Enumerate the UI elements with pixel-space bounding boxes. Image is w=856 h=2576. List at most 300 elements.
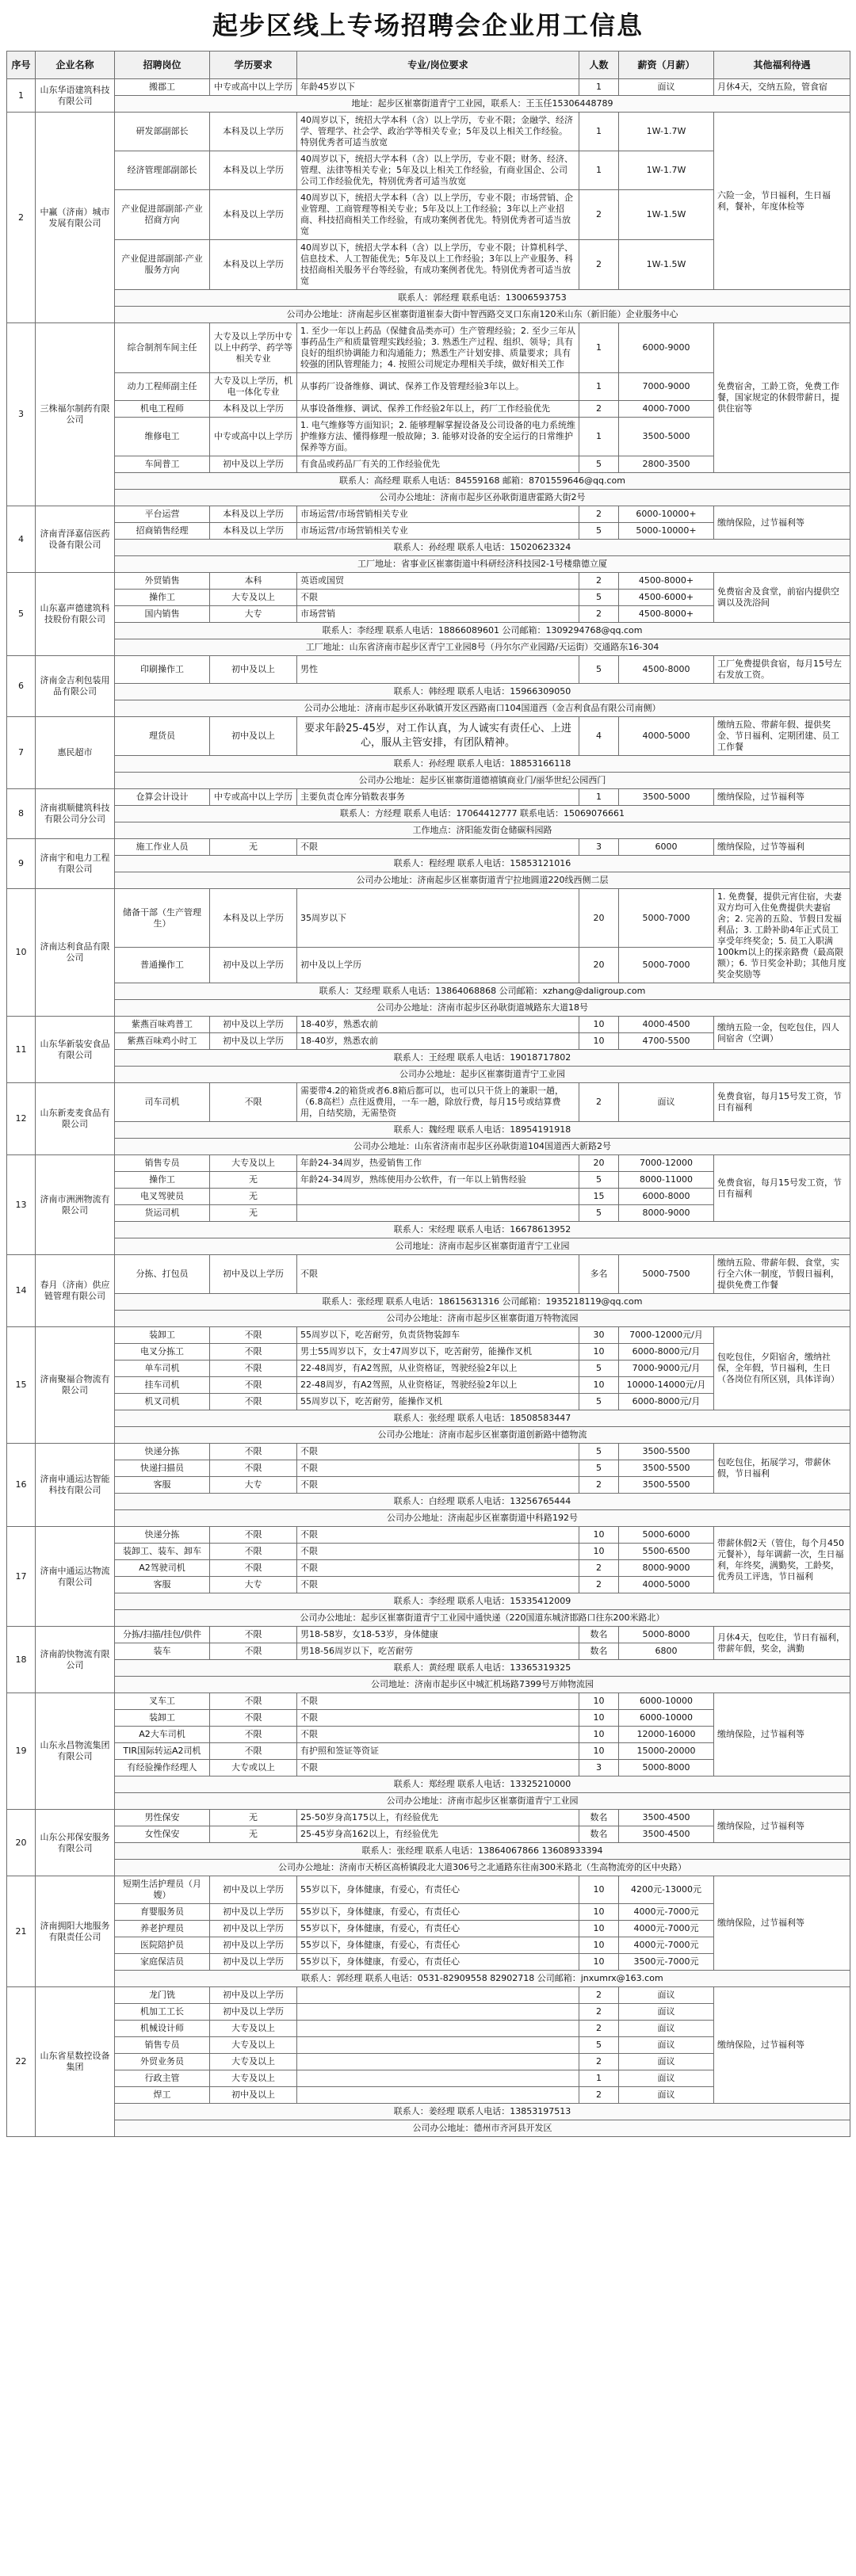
table-row (7, 839, 850, 856)
job-education: 不限 (210, 1460, 297, 1477)
contact-row (7, 1222, 850, 1238)
job-education: 不限 (210, 1627, 297, 1643)
job-requirement: 市场营销 (297, 606, 579, 623)
contact-row (7, 822, 850, 839)
company-number: 22 (7, 1987, 36, 2137)
job-requirement (297, 2004, 579, 2021)
job-salary: 面议 (619, 2004, 714, 2021)
contact-info: 公司办公地址：济南市起步区崔寨街道创新路中德物流 (115, 1427, 850, 1444)
contact-info: 公司办公地址：起步区崔寨街道青宁工业园 (115, 1067, 850, 1083)
header-pay: 薪资（月薪） (619, 52, 714, 79)
job-requirement: 不限 (297, 1527, 579, 1544)
job-headcount: 15 (579, 1189, 619, 1205)
job-headcount: 5 (579, 1460, 619, 1477)
company-welfare: 包吃包住，拓展学习，带薪休假，节日福利 (714, 1444, 850, 1494)
job-salary: 8000-11000 (619, 1172, 714, 1189)
contact-row (7, 1050, 850, 1067)
company-number: 2 (7, 113, 36, 323)
company-number: 6 (7, 656, 36, 717)
job-requirement (297, 2087, 579, 2104)
contact-info: 公司办公地址：济南市起步区孙耿街道唐霍路大街2号 (115, 490, 850, 506)
job-salary: 1W-1.5W (619, 240, 714, 290)
job-education: 不限 (210, 1643, 297, 1660)
job-education: 不限 (210, 1361, 297, 1377)
job-requirement (297, 1189, 579, 1205)
job-headcount: 10 (579, 1033, 619, 1050)
job-salary: 4000-4500 (619, 1017, 714, 1033)
job-education: 不限 (210, 1083, 297, 1122)
job-education: 本科及以上学历 (210, 190, 297, 240)
job-education: 不限 (210, 1377, 297, 1394)
contact-info: 联系人：王经理 联系人电话：19018717802 (115, 1050, 850, 1067)
contact-info: 公司办公地址：济南起步区崔寨街道中科路192号 (115, 1510, 850, 1527)
job-headcount: 1 (579, 151, 619, 190)
header-num: 人数 (579, 52, 619, 79)
company-name: 济南祺顺健筑科技有限公司分公司 (36, 789, 115, 839)
contact-row (7, 1860, 850, 1876)
company-welfare: 1. 免费餐，提供元宵住宿，夫妻双方均可入住免费提供夫妻宿舍；2. 完善的五险、节假日发福利品；3. 工龄补助4年正式员工享受年终奖金；5. 员工入职满100km以上的探亲路费（最高限额）；6. 节日奖金补助；其他月度奖金奖励等 (714, 889, 850, 983)
contact-row (7, 756, 850, 773)
job-post: 叉车工 (115, 1693, 210, 1710)
company-welfare: 缴纳保险，过节福利等 (714, 1876, 850, 1971)
job-education: 初中及以上学历 (210, 1017, 297, 1033)
job-requirement: 有食品或药品厂有关的工作经验优先 (297, 456, 579, 473)
company-name: 中赢（济南）城市发展有限公司 (36, 113, 115, 323)
job-headcount: 10 (579, 1727, 619, 1743)
job-education: 本科及以上学历 (210, 889, 297, 948)
job-post: 施工作业人员 (115, 839, 210, 856)
job-requirement: 市场运营/市场营销相关专业 (297, 506, 579, 523)
job-salary: 4500-8000+ (619, 573, 714, 590)
company-welfare: 包吃包住，夕阳宿舍，缴纳社保，全年假，节日福利，生日（各岗位有所区别，具体详询） (714, 1327, 850, 1410)
table-row (7, 1527, 850, 1544)
job-education: 不限 (210, 1743, 297, 1760)
job-headcount: 5 (579, 456, 619, 473)
contact-info: 联系人：高经理 联系人电话：84559168 邮箱：8701559646@qq.com (115, 473, 850, 490)
company-number: 19 (7, 1693, 36, 1810)
job-requirement: 55周岁以下，吃苦耐劳，能操作叉机 (297, 1394, 579, 1410)
job-salary: 1W-1.5W (619, 190, 714, 240)
contact-info: 联系人：方经理 联系人电话：17064412777 联系电话：15069076661 (115, 806, 850, 822)
job-education: 本科 (210, 573, 297, 590)
job-salary: 3500-5500 (619, 1477, 714, 1494)
job-requirement: 55岁以下，身体健康，有爱心，有责任心 (297, 1954, 579, 1971)
header-no: 序号 (7, 52, 36, 79)
job-post: 客服 (115, 1577, 210, 1593)
job-education: 初中及以上学历 (210, 1987, 297, 2004)
job-education: 大专及以上 (210, 2070, 297, 2087)
job-post: 机加工工长 (115, 2004, 210, 2021)
job-requirement: 从事药厂设备维修、调试、保养工作及管理经验3年以上。 (297, 373, 579, 401)
contact-info: 公司办公地址：济南市起步区孙耿街道城路东大道18号 (115, 1000, 850, 1017)
job-requirement: 男18-56周岁以下，吃苦耐劳 (297, 1643, 579, 1660)
company-number: 7 (7, 717, 36, 789)
job-requirement: 不限 (297, 1444, 579, 1460)
company-welfare: 缴纳保险，过节福利等 (714, 1987, 850, 2104)
table-row (7, 79, 850, 96)
job-salary: 6000-9000 (619, 323, 714, 373)
job-post: 销售专员 (115, 2037, 210, 2054)
company-welfare: 月休4天，包吃住，节日有福利，带薪年假，奖金，满勤 (714, 1627, 850, 1660)
table-row (7, 323, 850, 373)
contact-row (7, 1843, 850, 1860)
job-requirement: 不限 (297, 1460, 579, 1477)
job-requirement: 不限 (297, 1477, 579, 1494)
job-post: 装卸工 (115, 1327, 210, 1344)
job-education: 不限 (210, 1710, 297, 1727)
job-post: 快递分拣 (115, 1444, 210, 1460)
contact-row (7, 1139, 850, 1155)
job-post: TIR国际转运A2司机 (115, 1743, 210, 1760)
contact-info: 公司办公地址：济南市天桥区高桥镇段北大道306号之北通路东往南300米路北（生高物流旁的区中央路） (115, 1860, 850, 1876)
job-post: 外贸业务员 (115, 2054, 210, 2070)
job-post: 快递扫描员 (115, 1460, 210, 1477)
job-salary: 4000-7000 (619, 401, 714, 418)
job-headcount: 30 (579, 1327, 619, 1344)
contact-row (7, 1427, 850, 1444)
table-row (7, 789, 850, 806)
job-requirement: 主要负责仓库分销数表事务 (297, 789, 579, 806)
job-requirement: 40周岁以下，统招大学本科（含）以上学历，专业不限；计算机科学、信息技术、人工智能优先；5年及以上工作经验；3年以上产业服务、科技招商相关服务平台等经验，有成功案例者优先。特别优秀者可适当放宽 (297, 240, 579, 290)
contact-info: 联系人：韩经理 联系人电话：15966309050 (115, 684, 850, 700)
job-headcount: 5 (579, 590, 619, 606)
job-post: 紫燕百味鸡普工 (115, 1017, 210, 1033)
company-welfare: 免费宿舍，工龄工资，免费工作餐，国家规定的休假带薪日，提供住宿等 (714, 323, 850, 473)
job-post: 司车司机 (115, 1083, 210, 1122)
company-number: 8 (7, 789, 36, 839)
table-row (7, 1810, 850, 1826)
job-salary: 面议 (619, 2070, 714, 2087)
table-row (7, 1017, 850, 1033)
job-headcount: 2 (579, 240, 619, 290)
job-education: 不限 (210, 1327, 297, 1344)
job-post: 普通操作工 (115, 948, 210, 983)
contact-row (7, 773, 850, 789)
job-education: 中专或高中以上学历 (210, 789, 297, 806)
contact-info: 公司办公地址：济南起步区崔寨街道崔泰大街中智西路交叉口东南120米山东（新旧能）企业服务中心 (115, 307, 850, 323)
job-requirement: 22-48周岁，有A2驾照，从业资格证，驾驶经验2年以上 (297, 1361, 579, 1377)
job-requirement: 不限 (297, 1577, 579, 1593)
job-requirement: 不限 (297, 1255, 579, 1294)
contact-info: 联系人：黄经理 联系人电话：13365319325 (115, 1660, 850, 1677)
job-education: 不限 (210, 1394, 297, 1410)
job-post: 焊工 (115, 2087, 210, 2104)
job-education: 无 (210, 1189, 297, 1205)
table-row (7, 1327, 850, 1344)
contact-info: 公司办公地址：济南起步区崔寨街道青宁拉地圆道220线西侧二层 (115, 872, 850, 889)
company-welfare: 免费食宿，每月15号发工资，节日有福利 (714, 1155, 850, 1222)
job-requirement: 男18-58岁，女18-53岁，身体健康 (297, 1627, 579, 1643)
job-post: 客服 (115, 1477, 210, 1494)
company-number: 3 (7, 323, 36, 506)
contact-info: 公司办公地址：德州市齐河县开发区 (115, 2120, 850, 2137)
job-education: 不限 (210, 1693, 297, 1710)
header-welfare: 其他福利待遇 (714, 52, 850, 79)
job-post: 操作工 (115, 1172, 210, 1189)
company-name: 山东华新装安食品有限公司 (36, 1017, 115, 1083)
job-headcount: 5 (579, 1205, 619, 1222)
page-title: 起步区线上专场招聘会企业用工信息 (212, 10, 644, 40)
job-headcount: 10 (579, 1017, 619, 1033)
company-number: 12 (7, 1083, 36, 1155)
contact-info: 工厂地址：省事业区崔寨街道中科研经济科技园2-1号楼鼎德立厦 (115, 556, 850, 573)
company-welfare: 缴纳保险，过节福利等 (714, 506, 850, 540)
job-headcount: 2 (579, 606, 619, 623)
job-requirement: 英语或国贸 (297, 573, 579, 590)
contact-info: 公司办公地址：起步区崔寨街道青宁工业园中通快递（220国道东城济邯路口往东200米路北） (115, 1610, 850, 1627)
job-salary: 4000元-7000元 (619, 1904, 714, 1921)
job-requirement: 25-50岁身高175以上，有经验优先 (297, 1810, 579, 1826)
job-salary: 10000-14000元/月 (619, 1377, 714, 1394)
job-salary: 4500-8000 (619, 656, 714, 684)
job-salary: 6000-8000元/月 (619, 1344, 714, 1361)
job-salary: 5000-6000 (619, 1527, 714, 1544)
contact-row (7, 623, 850, 639)
company-number: 5 (7, 573, 36, 656)
job-requirement: 40周岁以下，统招大学本科（含）以上学历，专业不限；市场营销、企业管理、工商管理等相关专业；5年及以上工作经验；3年以上产业招商、科技招商相关工作经验，有成功案例者优先。特别优秀者可适当放宽 (297, 190, 579, 240)
job-education: 本科及以上学历 (210, 240, 297, 290)
job-salary: 12000-16000 (619, 1727, 714, 1743)
job-requirement: 1. 电气维修等方面知识；2. 能够理解掌握设备及公司设备的电力系统维护维修方法、懂得修理一般故障；3. 能够对设备的安全运行的日常维护保养等方面。 (297, 418, 579, 456)
job-headcount: 10 (579, 1527, 619, 1544)
job-salary: 面议 (619, 1987, 714, 2004)
company-name: 春月（济南）供应链管理有限公司 (36, 1255, 115, 1327)
job-headcount: 10 (579, 1937, 619, 1954)
job-salary: 3500-5500 (619, 1460, 714, 1477)
job-requirement: 市场运营/市场营销相关专业 (297, 523, 579, 540)
job-education: 大专及以上 (210, 590, 297, 606)
job-requirement: 从事设备维修、调试、保养工作经验2年以上，药厂工作经验优先 (297, 401, 579, 418)
contact-row (7, 684, 850, 700)
table-row (7, 717, 850, 756)
contact-row (7, 1000, 850, 1017)
job-salary: 5000-7000 (619, 889, 714, 948)
job-salary: 6000-8000元/月 (619, 1394, 714, 1410)
contact-row (7, 983, 850, 1000)
header-row (7, 52, 850, 79)
job-headcount: 10 (579, 1693, 619, 1710)
company-welfare: 缴纳五险、带薪年假、提供奖金、节日福利、定期团建、员工工作餐 (714, 717, 850, 756)
job-education: 中专或高中以上学历 (210, 79, 297, 96)
table-row (7, 1693, 850, 1710)
company-name: 济南青泽嘉信医药设备有限公司 (36, 506, 115, 573)
job-headcount: 2 (579, 1477, 619, 1494)
contact-row (7, 1122, 850, 1139)
job-headcount: 数名 (579, 1810, 619, 1826)
job-education: 大专 (210, 1577, 297, 1593)
contact-info: 联系人：郭经理 联系人电话：0531-82909558 82902718 公司邮箱：jnxumrx@163.com (115, 1971, 850, 1987)
job-headcount: 2 (579, 190, 619, 240)
job-salary: 4000元-7000元 (619, 1921, 714, 1937)
job-salary: 面议 (619, 2037, 714, 2054)
contact-info: 联系人：魏经理 联系人电话：18954191918 (115, 1122, 850, 1139)
job-requirement: 男士55周岁以下，女士47周岁以下，吃苦耐劳，能操作叉机 (297, 1344, 579, 1361)
job-requirement: 不限 (297, 1560, 579, 1577)
contact-info: 联系人：姜经理 联系人电话：13853197513 (115, 2104, 850, 2120)
job-headcount: 4 (579, 717, 619, 756)
table-row (7, 1083, 850, 1122)
job-headcount: 数名 (579, 1643, 619, 1660)
job-requirement: 年龄24-34周岁，熟练使用办公软件，有一年以上销售经验 (297, 1172, 579, 1189)
company-number: 18 (7, 1627, 36, 1693)
job-requirement (297, 2037, 579, 2054)
job-headcount: 1 (579, 418, 619, 456)
job-requirement: 18-40岁，熟悉农前 (297, 1033, 579, 1050)
job-post: 研发部副部长 (115, 113, 210, 151)
table-row (7, 113, 850, 151)
job-post: 印刷操作工 (115, 656, 210, 684)
company-name: 山东省星数控设备集团 (36, 1987, 115, 2137)
job-headcount: 1 (579, 789, 619, 806)
company-name: 济南金吉利包装用品有限公司 (36, 656, 115, 717)
job-headcount: 5 (579, 523, 619, 540)
job-requirement (297, 1987, 579, 2004)
job-education: 大专及以上学历中专以上中药学、药学等相关专业 (210, 323, 297, 373)
job-post: 动力工程师副主任 (115, 373, 210, 401)
job-salary: 4500-8000+ (619, 606, 714, 623)
job-education: 大专及以上 (210, 1155, 297, 1172)
contact-row (7, 1660, 850, 1677)
job-requirement: 22-48周岁，有A2驾照，从业资格证，驾驶经验2年以上 (297, 1377, 579, 1394)
contact-info: 联系人：白经理 联系人电话：13256765444 (115, 1494, 850, 1510)
job-requirement: 55岁以下，身体健康，有爱心，有责任心 (297, 1937, 579, 1954)
job-education: 初中及以上学历 (210, 456, 297, 473)
company-number: 14 (7, 1255, 36, 1327)
job-education: 初中及以上 (210, 2087, 297, 2104)
job-headcount: 10 (579, 1743, 619, 1760)
job-salary: 4200元-13000元 (619, 1876, 714, 1904)
job-post: 机叉司机 (115, 1394, 210, 1410)
job-post: 快递分拣 (115, 1527, 210, 1544)
job-headcount: 3 (579, 839, 619, 856)
job-education: 无 (210, 1810, 297, 1826)
contact-row (7, 307, 850, 323)
job-salary: 7000-12000 (619, 1155, 714, 1172)
company-welfare: 缴纳五险、带薪年假、食堂，实行全六休一制度，节假日福利，提供免费工作餐 (714, 1255, 850, 1294)
job-requirement: 年龄24-34周岁，热爱销售工作 (297, 1155, 579, 1172)
job-post: 机电工程师 (115, 401, 210, 418)
contact-row (7, 540, 850, 556)
job-post: 男性保安 (115, 1810, 210, 1826)
job-education: 不限 (210, 1527, 297, 1544)
contact-info: 联系人：李经理 联系人电话：18866089601 公司邮箱：1309294768@qq.com (115, 623, 850, 639)
contact-info: 联系人：郭经理 联系电话：13006593753 (115, 290, 850, 307)
contact-row (7, 1593, 850, 1610)
job-requirement: 初中及以上学历 (297, 948, 579, 983)
job-headcount: 10 (579, 1344, 619, 1361)
job-post: A2驾驶司机 (115, 1560, 210, 1577)
contact-row (7, 1067, 850, 1083)
job-education: 无 (210, 1826, 297, 1843)
job-salary: 面议 (619, 2021, 714, 2037)
company-number: 16 (7, 1444, 36, 1527)
company-welfare: 六险一金，节日福利，生日福利，餐补，年度体检等 (714, 113, 850, 290)
contact-row (7, 1311, 850, 1327)
job-post: 装卸工、装车、卸车 (115, 1544, 210, 1560)
company-name: 山东永昌物流集团有限公司 (36, 1693, 115, 1810)
contact-info: 联系人：张经理 联系人电话：13864067866 13608933394 (115, 1843, 850, 1860)
job-salary: 5000-8000 (619, 1627, 714, 1643)
job-education: 初中及以上 (210, 656, 297, 684)
company-name: 济南市洲洲物流有限公司 (36, 1155, 115, 1255)
job-salary: 面议 (619, 1083, 714, 1122)
job-headcount: 5 (579, 1444, 619, 1460)
job-post: 储备干部（生产管理生） (115, 889, 210, 948)
job-education: 不限 (210, 1727, 297, 1743)
job-post: 仓算会计设计 (115, 789, 210, 806)
job-education: 大专及以上 (210, 2054, 297, 2070)
job-requirement: 55周岁以下，吃苦耐劳，负责货物装卸车 (297, 1327, 579, 1344)
job-headcount: 20 (579, 1155, 619, 1172)
job-salary: 4000-5000 (619, 717, 714, 756)
job-headcount: 多名 (579, 1255, 619, 1294)
job-post: 医院陪护员 (115, 1937, 210, 1954)
contact-info: 公司办公地址：山东省济南市起步区孙耿街道104国道西大新路2号 (115, 1139, 850, 1155)
company-name: 济南韵快物流有限公司 (36, 1627, 115, 1693)
company-number: 4 (7, 506, 36, 573)
job-headcount: 2 (579, 1987, 619, 2004)
job-post: 操作工 (115, 590, 210, 606)
job-education: 不限 (210, 1560, 297, 1577)
job-education: 初中及以上学历 (210, 1954, 297, 1971)
job-post: 装卸工 (115, 1710, 210, 1727)
job-salary: 4500-6000+ (619, 590, 714, 606)
job-headcount: 1 (579, 323, 619, 373)
company-name: 山东新麦麦食品有限公司 (36, 1083, 115, 1155)
job-salary: 5000-7000 (619, 948, 714, 983)
job-salary: 6800 (619, 1643, 714, 1660)
job-post: 外贸销售 (115, 573, 210, 590)
contact-row (7, 556, 850, 573)
job-requirement: 40周岁以下，统招大学本科（含）以上学历，专业不限；财务、经济、管理、法律等相关专业；5年及以上相关工作经验，有商业国企、公司公司工作经验优先，特别优秀者可适当放宽 (297, 151, 579, 190)
job-post: 产业促进部副部·产业招商方向 (115, 190, 210, 240)
contact-info: 公司办公地址：济南市起步区崔寨街道万特物流园 (115, 1311, 850, 1327)
contact-info: 工作地点：济阳能发街仓储碳科园路 (115, 822, 850, 839)
job-headcount: 2 (579, 401, 619, 418)
job-requirement: 1. 至少一年以上药品（保健食品类亦可）生产管理经验；2. 至少三年从事药品生产和质量管理实践经验；3. 熟悉生产过程、组织、领导；具有良好的组织协调能力和沟通能力；熟悉生产计划安排、质量要求；具有较强的团队管理能力；4. 按照公司规定办理相关手续，做好相关工作 (297, 323, 579, 373)
job-requirement: 不限 (297, 1544, 579, 1560)
job-requirement: 不限 (297, 1760, 579, 1776)
job-education: 大专及以上 (210, 2021, 297, 2037)
contact-info: 联系人：孙经理 联系人电话：15020623324 (115, 540, 850, 556)
job-salary: 5000-10000+ (619, 523, 714, 540)
job-salary: 4700-5500 (619, 1033, 714, 1050)
job-headcount: 5 (579, 1172, 619, 1189)
job-salary: 2800-3500 (619, 456, 714, 473)
job-education: 大专或以上 (210, 1760, 297, 1776)
job-headcount: 10 (579, 1377, 619, 1394)
job-headcount: 2 (579, 2087, 619, 2104)
job-headcount: 10 (579, 1544, 619, 1560)
job-requirement: 55岁以下，身体健康，有爱心，有责任心 (297, 1904, 579, 1921)
job-requirement (297, 2054, 579, 2070)
job-post: 行政主管 (115, 2070, 210, 2087)
job-headcount: 数名 (579, 1627, 619, 1643)
job-requirement: 不限 (297, 1693, 579, 1710)
job-education: 无 (210, 1172, 297, 1189)
job-post: 家庭保洁员 (115, 1954, 210, 1971)
company-welfare: 带薪休假2天（管住，每个月450元餐补），每年调薪一次，生日福利，年终奖，满勤奖，工龄奖，优秀员工评选，节日福利 (714, 1527, 850, 1593)
job-education: 无 (210, 1205, 297, 1222)
job-salary: 面议 (619, 2054, 714, 2070)
job-headcount: 10 (579, 1876, 619, 1904)
contact-row (7, 806, 850, 822)
company-name: 济南聚福合物流有限公司 (36, 1327, 115, 1444)
contact-row (7, 1971, 850, 1987)
contact-row (7, 2120, 850, 2137)
company-number: 13 (7, 1155, 36, 1255)
job-salary: 5000-8000 (619, 1760, 714, 1776)
